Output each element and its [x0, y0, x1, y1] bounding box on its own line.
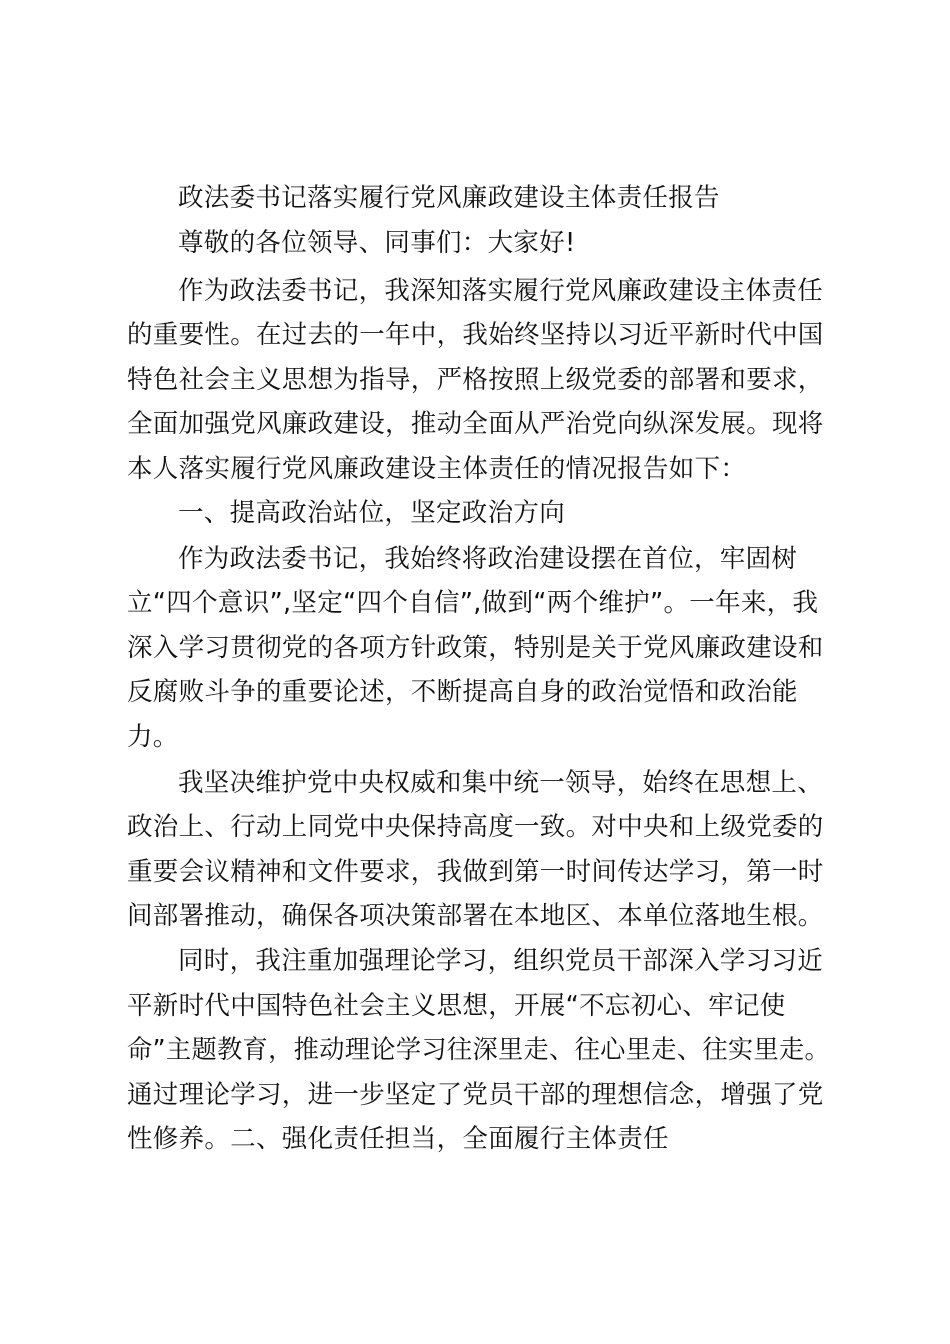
- paragraph-line: 命”主题教育，推动理论学习往深里走、往心里走、往实里走。: [127, 1035, 831, 1065]
- paragraph-line: 通过理论学习，进一步坚定了党员干部的理想信念，增强了党: [127, 1080, 824, 1110]
- paragraph-line: 政治上、行动上同党中央保持高度一致。对中央和上级党委的: [127, 812, 824, 842]
- paragraph-line: 全面加强党风廉政建设，推动全面从严治党向纵深发展。现将: [127, 409, 824, 439]
- paragraph-line: 性修养。二、强化责任担当，全面履行主体责任: [127, 1124, 669, 1154]
- document-title: 政法委书记落实履行党风廉政建设主体责任报告: [178, 183, 720, 213]
- paragraph-line: 本人落实履行党风廉政建设主体责任的情况报告如下：: [127, 454, 747, 484]
- paragraph-line: 作为政法委书记，我始终将政治建设摆在首位，牢固树: [178, 544, 798, 574]
- paragraph-line: 的重要性。在过去的一年中，我始终坚持以习近平新时代中国: [127, 320, 824, 350]
- paragraph-line: 力。: [127, 722, 179, 752]
- paragraph-line: 特色社会主义思想为指导，严格按照上级党委的部署和要求，: [127, 365, 824, 395]
- paragraph-line: 反腐败斗争的重要论述，不断提高自身的政治觉悟和政治能: [127, 677, 798, 707]
- paragraph-line: 同时，我注重加强理论学习，组织党员干部深入学习习近: [178, 946, 824, 976]
- paragraph-line: 深入学习贯彻党的各项方针政策，特别是关于党风廉政建设和: [127, 633, 824, 663]
- section-heading: 一、提高政治站位，坚定政治方向: [178, 498, 566, 528]
- paragraph-line: 我坚决维护党中央权威和集中统一领导，始终在思想上、: [178, 768, 824, 798]
- paragraph-line: 平新时代中国特色社会主义思想，开展“不忘初心、牢记使: [127, 991, 786, 1021]
- paragraph-line: 作为政法委书记，我深知落实履行党风廉政建设主体责任: [178, 276, 824, 306]
- paragraph-line: 重要会议精神和文件要求，我做到第一时间传达学习，第一时: [127, 857, 824, 887]
- paragraph-line: 立“四个意识”,坚定“四个自信”,做到“两个维护”。一年来，我: [127, 588, 819, 618]
- paragraph-line: 间部署推动，确保各项决策部署在本地区、本单位落地生根。: [127, 901, 824, 931]
- greeting: 尊敬的各位领导、同事们：大家好!: [178, 228, 576, 258]
